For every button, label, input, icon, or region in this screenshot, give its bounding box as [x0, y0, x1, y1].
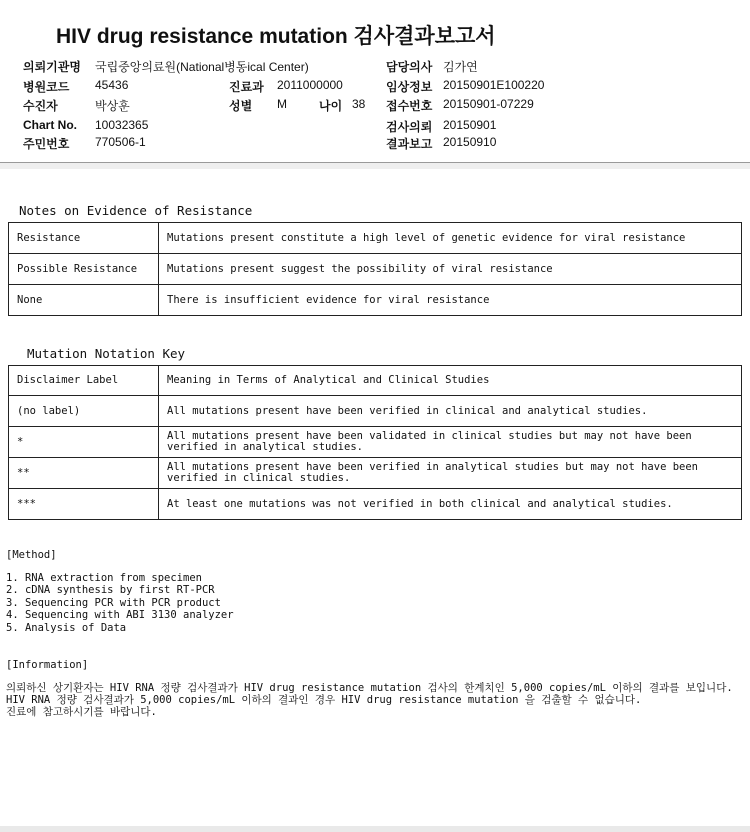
notation-label: ***: [9, 489, 159, 520]
age-value: 38: [352, 97, 366, 111]
list-item: 1. RNA extraction from specimen: [6, 572, 202, 584]
department-label: 진료과: [229, 80, 264, 94]
table-row: [9, 254, 742, 285]
information-text: [6, 682, 736, 718]
doctor-value: 김가연: [443, 60, 478, 74]
information-heading: [Information]: [6, 659, 89, 671]
report-title: HIV drug resistance mutation 검사결과보고서: [56, 25, 496, 48]
institution-value: 국립중앙의료원(National병동ical Center): [95, 60, 309, 74]
request-date-value: 20150901: [443, 118, 497, 132]
request-date-label: 검사의뢰: [386, 120, 433, 134]
evidence-meaning: Mutations present constitute a high level of genetic evidence for viral resistance: [159, 223, 742, 254]
notation-label: **: [9, 458, 159, 489]
header-separator: [0, 163, 750, 169]
evidence-label: None: [9, 285, 159, 316]
report-date-value: 20150910: [443, 135, 497, 149]
evidence-label: Possible Resistance: [9, 254, 159, 285]
notation-label: *: [9, 427, 159, 458]
method-heading: [Method]: [6, 549, 57, 561]
method-list: [6, 572, 706, 634]
notation-header-label: Disclaimer Label: [9, 366, 159, 396]
table-header-row: [9, 366, 742, 396]
sex-label: 성별: [229, 99, 253, 113]
report-header: [0, 0, 750, 163]
evidence-meaning: Mutations present suggest the possibility of viral resistance: [159, 254, 742, 285]
notation-meaning: All mutations present have been verified in analytical studies but may not have been verified in clinical studies.: [159, 458, 742, 489]
reception-no-value: 20150901-07229: [443, 97, 534, 111]
information-paragraph: 진료에 참고하시기를 바랍니다.: [6, 706, 157, 718]
notation-section-title: Mutation Notation Key: [27, 346, 186, 361]
doctor-label: 담당의사: [386, 60, 433, 74]
notation-label: (no label): [9, 396, 159, 427]
table-row: [9, 285, 742, 316]
reception-no-label: 접수번호: [386, 99, 433, 113]
clinical-info-value: 20150901E100220: [443, 78, 545, 92]
institution-label: 의뢰기관명: [23, 60, 81, 74]
table-row: [9, 396, 742, 427]
report-body: [0, 170, 750, 832]
resident-no-value: 770506-1: [95, 135, 146, 149]
chart-no-label: Chart No.: [23, 118, 77, 132]
sex-value: M: [277, 97, 287, 111]
evidence-meaning: There is insufficient evidence for viral resistance: [159, 285, 742, 316]
hospital-code-label: 병원코드: [23, 80, 70, 94]
notation-table: [8, 365, 742, 520]
page-bottom-edge: [0, 826, 750, 832]
department-value: 2011000000: [277, 78, 343, 92]
report-date-label: 결과보고: [386, 137, 433, 151]
table-row: [9, 427, 742, 458]
patient-label: 수진자: [23, 99, 58, 113]
evidence-table: [8, 222, 742, 316]
chart-no-value: 10032365: [95, 118, 149, 132]
list-item: 4. Sequencing with ABI 3130 analyzer: [6, 609, 234, 622]
list-item: 2. cDNA synthesis by first RT-PCR: [6, 584, 215, 597]
age-label: 나이: [319, 99, 343, 113]
resident-no-label: 주민번호: [23, 137, 70, 151]
table-row: [9, 458, 742, 489]
patient-value: 박상훈: [95, 99, 130, 113]
evidence-label: Resistance: [9, 223, 159, 254]
table-row: [9, 223, 742, 254]
notation-meaning: All mutations present have been verified in clinical and analytical studies.: [159, 396, 742, 427]
notation-header-meaning: Meaning in Terms of Analytical and Clinical Studies: [159, 366, 742, 396]
clinical-info-label: 임상정보: [386, 80, 433, 94]
information-paragraph: HIV RNA 정량 검사결과가 5,000 copies/mL 이하의 결과인 경우 HIV drug resistance mutation 을 검출할 수 없습니다.: [6, 694, 642, 706]
list-item: 5. Analysis of Data: [6, 621, 127, 634]
notation-meaning: All mutations present have been validated in clinical studies but may not have been verified in analytical studies.: [159, 427, 742, 458]
hospital-code-value: 45436: [95, 78, 129, 92]
evidence-section-title: Notes on Evidence of Resistance: [19, 203, 253, 218]
table-row: [9, 489, 742, 520]
information-paragraph: 의뢰하신 상기환자는 HIV RNA 정량 검사결과가 HIV drug resistance mutation 검사의 한계치인 5,000 copies/mL 이하의 결과를 보입니다.: [6, 682, 733, 694]
notation-meaning: At least one mutations was not verified in both clinical and analytical studies.: [159, 489, 742, 520]
list-item: 3. Sequencing PCR with PCR product: [6, 596, 221, 609]
